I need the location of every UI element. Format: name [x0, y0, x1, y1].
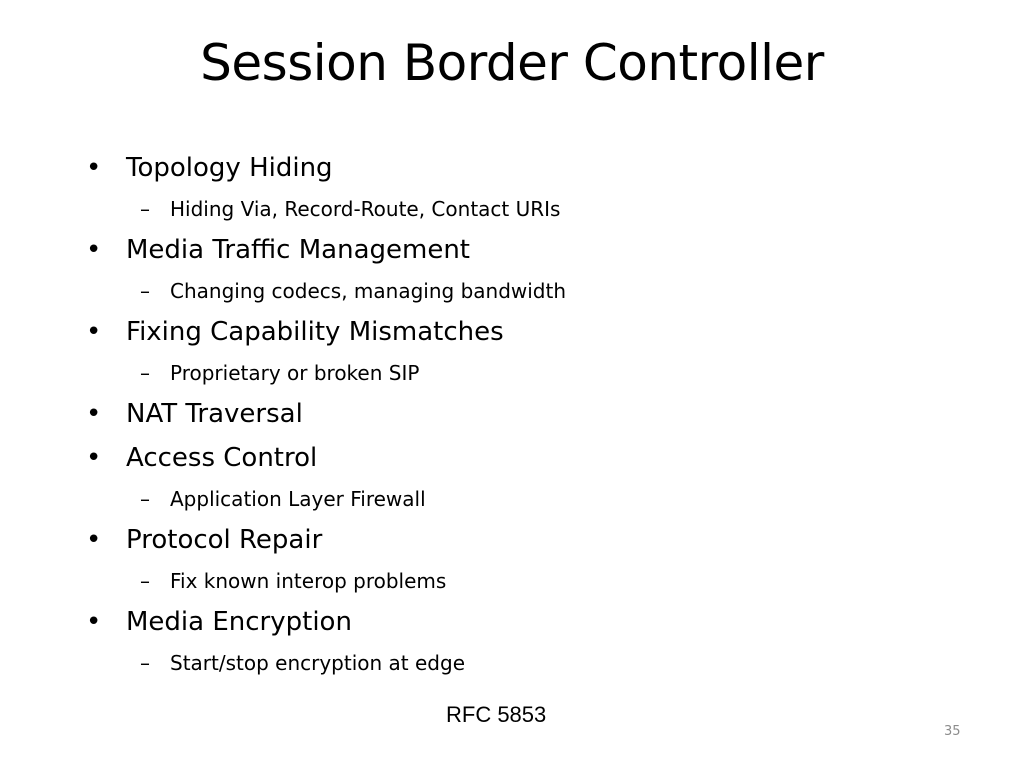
bullet-line — [84, 600, 964, 644]
sub-bullet-dash: – — [140, 197, 150, 221]
bullet-line — [84, 518, 964, 562]
sub-bullet-dash: – — [140, 487, 150, 511]
bullet-item — [84, 518, 964, 600]
sub-bullet-line — [84, 562, 964, 600]
sub-bullet-text: Changing codecs, managing bandwidth — [170, 279, 567, 303]
bullet-dot: • — [86, 235, 102, 265]
bullet-list — [84, 146, 964, 682]
sub-bullet-text: Proprietary or broken SIP — [170, 361, 420, 385]
sub-bullet-line — [84, 272, 964, 310]
sub-bullet-line — [84, 480, 964, 518]
bullet-dot: • — [86, 525, 102, 555]
bullet-dot: • — [86, 399, 102, 429]
bullet-text: Access Control — [126, 443, 318, 473]
slide-number: 35 — [944, 724, 961, 739]
sub-bullet-line — [84, 190, 964, 228]
slide-title: Session Border Controller — [200, 34, 824, 92]
sub-bullet-dash: – — [140, 651, 150, 675]
bullet-item — [84, 436, 964, 518]
sub-bullet-text: Start/stop encryption at edge — [170, 651, 465, 675]
bullet-item — [84, 600, 964, 682]
bullet-line — [84, 310, 964, 354]
sub-bullet-text: Hiding Via, Record-Route, Contact URIs — [170, 197, 561, 221]
bullet-line — [84, 228, 964, 272]
sub-bullet-dash: – — [140, 569, 150, 593]
bullet-line — [84, 392, 964, 436]
bullet-text: Media Encryption — [126, 607, 352, 637]
bullet-line — [84, 146, 964, 190]
bullet-line — [84, 436, 964, 480]
bullet-text: Topology Hiding — [126, 153, 333, 183]
bullet-text: Media Traffic Management — [126, 235, 471, 265]
bullet-dot: • — [86, 317, 102, 347]
bullet-item — [84, 392, 964, 436]
bullet-dot: • — [86, 153, 102, 183]
bullet-item — [84, 228, 964, 310]
bullet-dot: • — [86, 607, 102, 637]
sub-bullet-text: Application Layer Firewall — [170, 487, 426, 511]
bullet-dot: • — [86, 443, 102, 473]
sub-bullet-dash: – — [140, 279, 150, 303]
sub-bullet-text: Fix known interop problems — [170, 569, 447, 593]
reference-label: RFC 5853 — [446, 702, 547, 727]
bullet-text: Fixing Capability Mismatches — [126, 317, 504, 347]
bullet-text: NAT Traversal — [126, 399, 303, 429]
bullet-text: Protocol Repair — [126, 525, 323, 555]
sub-bullet-line — [84, 354, 964, 392]
bullet-item — [84, 310, 964, 392]
sub-bullet-line — [84, 644, 964, 682]
sub-bullet-dash: – — [140, 361, 150, 385]
bullet-item — [84, 146, 964, 228]
